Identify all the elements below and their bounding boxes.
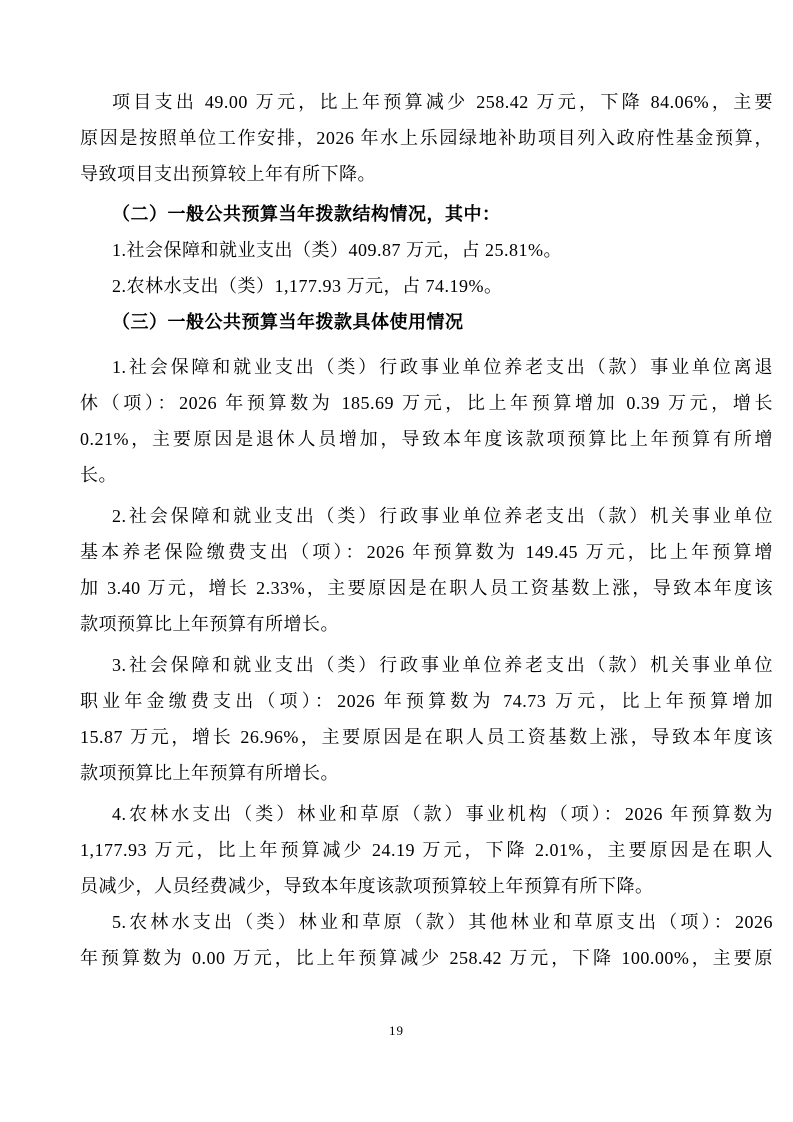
text-line: 4.农林水支出（类）林业和草原（款）事业机构（项）：2026 年预算数为 — [112, 804, 773, 824]
document-body — [80, 84, 773, 976]
text-line: （三）一般公共预算当年拨款具体使用情况 — [112, 312, 464, 332]
text-line: （二）一般公共预算当年拨款结构情况，其中： — [112, 204, 501, 224]
para-project-expenditure — [80, 84, 773, 192]
text-line: 长。 — [80, 465, 117, 485]
text-line: 款项预算比上年预算有所增长。 — [80, 763, 339, 783]
text-line: 职业年金缴费支出（项）：2026 年预算数为 74.73 万元，比上年预算增加 — [80, 691, 773, 711]
text-line: 2.农林水支出（类）1,177.93 万元，占 74.19%。 — [112, 276, 503, 296]
text-line: 项目支出 49.00 万元，比上年预算减少 258.42 万元，下降 84.06%，主要 — [112, 92, 773, 112]
text-line: 年预算数为 0.00 万元，比上年预算减少 258.42 万元，下降 100.00%，主要原 — [80, 948, 773, 968]
para-other-forestry — [80, 904, 773, 976]
text-line: 0.21%，主要原因是退休人员增加，导致本年度该款项预算比上年预算有所增 — [80, 429, 773, 449]
page-footer — [0, 1022, 793, 1040]
text-line: 2.社会保障和就业支出（类）行政事业单位养老支出（款）机关事业单位 — [112, 506, 773, 526]
para-retirement — [80, 349, 773, 493]
text-line: 导致项目支出预算较上年有所下降。 — [80, 164, 376, 184]
text-line: 1.社会保障和就业支出（类）行政事业单位养老支出（款）事业单位离退 — [112, 357, 773, 377]
para-annuity — [80, 647, 773, 791]
text-line: 休（项）：2026 年预算数为 185.69 万元，比上年预算增加 0.39 万元，增长 — [80, 393, 773, 413]
para-basic-pension — [80, 498, 773, 642]
item-social-security-total — [80, 232, 773, 268]
text-line: 1.社会保障和就业支出（类）409.87 万元，占 25.81%。 — [112, 240, 562, 260]
page-number: 19 — [389, 1023, 404, 1038]
para-forestry-institution — [80, 796, 773, 904]
heading-structure — [80, 196, 773, 232]
text-line: 款项预算比上年预算有所增长。 — [80, 614, 339, 634]
heading-usage — [80, 304, 773, 340]
text-line: 3.社会保障和就业支出（类）行政事业单位养老支出（款）机关事业单位 — [112, 655, 773, 675]
text-line: 原因是按照单位工作安排，2026 年水上乐园绿地补助项目列入政府性基金预算， — [80, 128, 773, 148]
text-line: 加 3.40 万元，增长 2.33%，主要原因是在职人员工资基数上涨，导致本年度该 — [80, 578, 773, 598]
text-line: 基本养老保险缴费支出（项）：2026 年预算数为 149.45 万元，比上年预算增 — [80, 542, 773, 562]
text-line: 1,177.93 万元，比上年预算减少 24.19 万元，下降 2.01%，主要原因是在职人 — [80, 840, 773, 860]
text-line: 5.农林水支出（类）林业和草原（款）其他林业和草原支出（项）：2026 — [112, 912, 773, 932]
text-line: 15.87 万元，增长 26.96%，主要原因是在职人员工资基数上涨，导致本年度该 — [80, 727, 773, 747]
text-line: 员减少，人员经费减少，导致本年度该款项预算较上年预算有所下降。 — [80, 876, 654, 896]
item-agri-water-total — [80, 268, 773, 304]
